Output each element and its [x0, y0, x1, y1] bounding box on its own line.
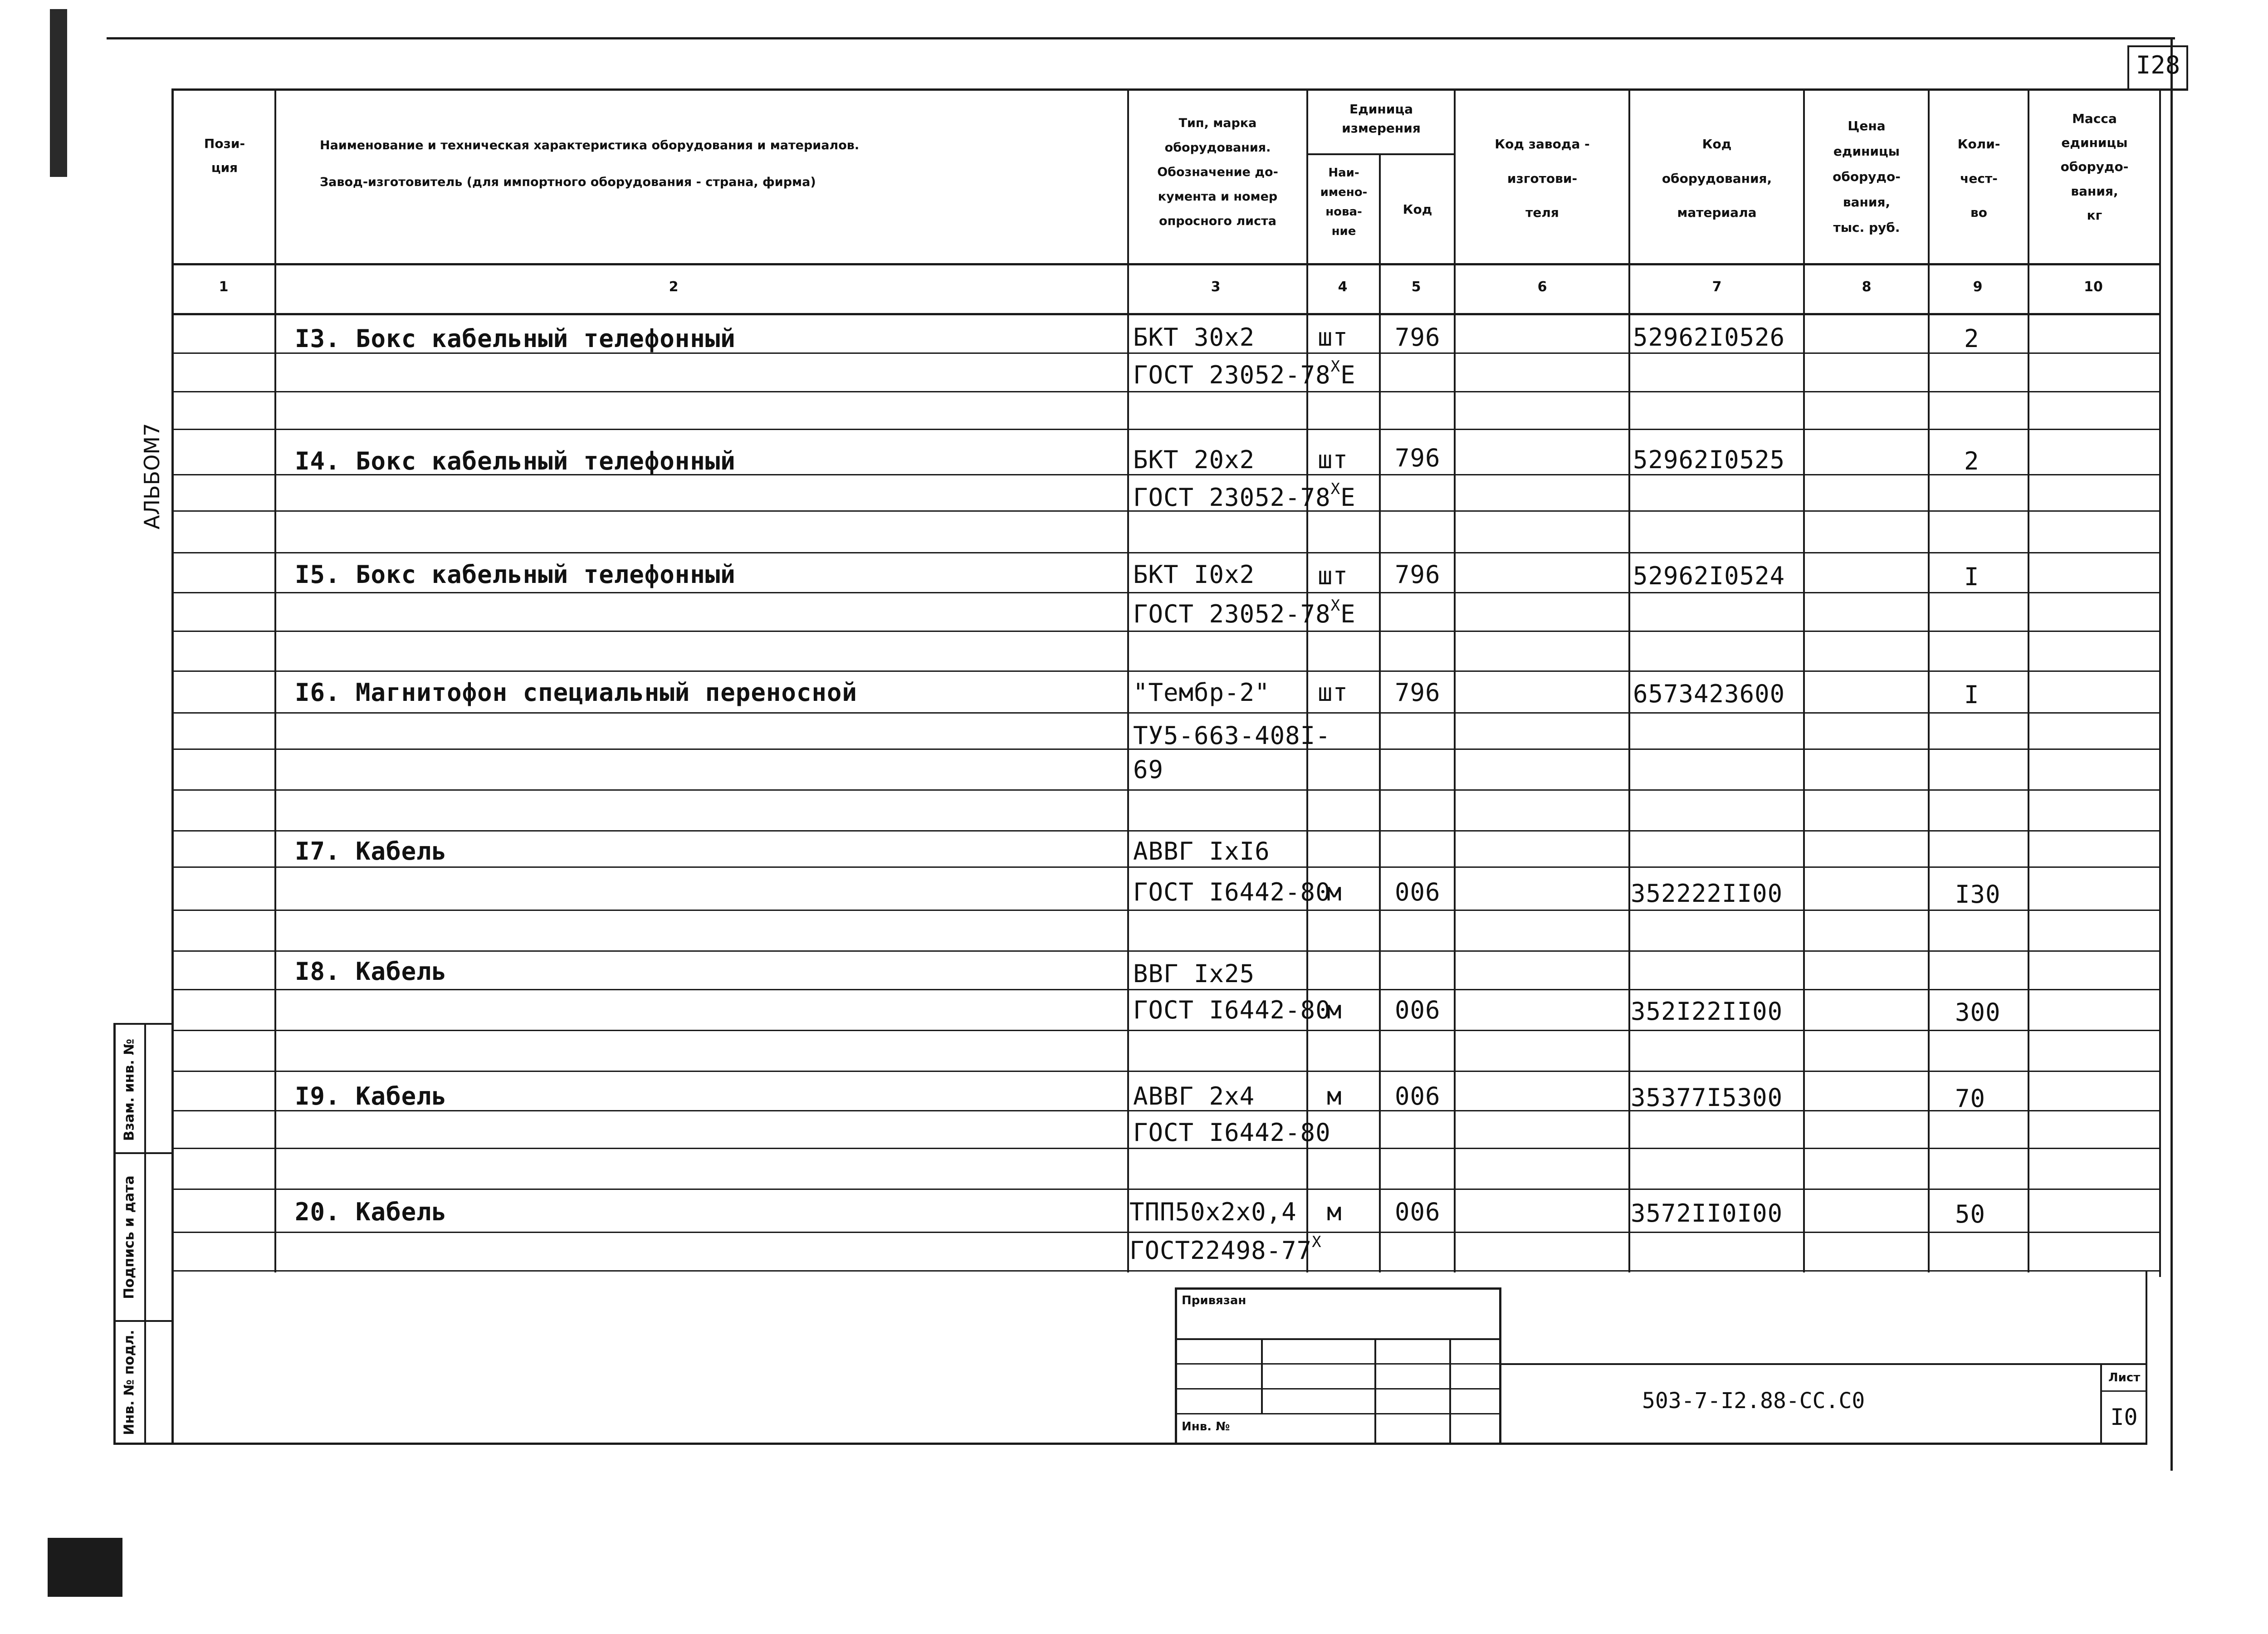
row-19-unit: м [1327, 1082, 1342, 1111]
header-name-line1: Наименование и техническая характеристика оборудования и материалов. [320, 138, 860, 152]
col-number-8: 8 [1862, 279, 1872, 295]
col-number-2: 2 [669, 279, 679, 295]
row-15-type1: БКТ I0х2 [1133, 560, 1255, 589]
header-equipment-code [1631, 127, 1803, 230]
stamp-col-1 [1261, 1338, 1263, 1413]
row-14-qty: 2 [1964, 447, 1980, 475]
row-17-type2: ГОСТ I6442-80 [1133, 878, 1331, 906]
row-19-code: 006 [1395, 1082, 1441, 1111]
row-18-unit: м [1327, 996, 1342, 1024]
row-17-code: 006 [1395, 878, 1441, 906]
row-14-type1: БКТ 20х2 [1133, 445, 1255, 474]
col-number-9: 9 [1973, 279, 1983, 295]
side-strip-div1 [113, 1152, 172, 1154]
header-unit-name-line2: имено- [1320, 185, 1368, 199]
header-mass-line5: кг [2087, 207, 2102, 223]
row-13-qty: 2 [1964, 324, 1980, 353]
header-quantity-line3: во [1970, 205, 1987, 220]
row-20-unit: м [1327, 1198, 1342, 1226]
table-right-border [2159, 88, 2161, 1277]
header-mass-line3: оборудо- [2060, 159, 2129, 175]
header-factory-code [1456, 127, 1628, 230]
row-16-type2: ТУ5-663-408I- [1133, 721, 1331, 750]
header-unit-group [1309, 100, 1454, 138]
stamp-attached-label: Привязан [1182, 1294, 1246, 1307]
row-18-type2: ГОСТ I6442-80 [1133, 996, 1331, 1024]
col-number-7: 7 [1712, 279, 1722, 295]
col-line-7 [1803, 88, 1805, 1272]
row-line [171, 552, 2160, 553]
header-unit-code: Код [1403, 202, 1432, 217]
scan-edge-mark-bottom [48, 1538, 122, 1597]
header-price-line2: единицы [1833, 144, 1900, 159]
row-20-type2-text: ГОСТ22498-77 [1129, 1236, 1312, 1265]
side-strip-left [113, 1023, 116, 1445]
side-label-signature-date: Подпись и дата [121, 1175, 137, 1299]
col-line-2 [1127, 88, 1129, 1272]
header-type-line2: оборудования. [1164, 141, 1271, 155]
doc-code: 503-7-I2.88-СС.С0 [1642, 1388, 1865, 1414]
row-14-equip-code: 52962I0525 [1633, 445, 1785, 474]
row-14-unit: шт [1318, 445, 1349, 474]
row-19-type1: АВВГ 2х4 [1133, 1082, 1255, 1111]
row-16-type1: "Тембр-2" [1133, 678, 1270, 707]
header-mass-line2: единицы [2061, 135, 2128, 151]
row-13-type1: БКТ 30х2 [1133, 323, 1255, 352]
row-line [171, 1071, 2160, 1072]
header-equipment-code-line3: материала [1677, 205, 1757, 220]
stamp-outer-right [1499, 1287, 1501, 1444]
header-name [279, 127, 1127, 201]
row-19-type2: ГОСТ I6442-80 [1133, 1118, 1331, 1147]
stamp-outer-left [1175, 1287, 1177, 1444]
row-line [171, 592, 2160, 593]
header-quantity-line2: чест- [1960, 171, 1998, 186]
col-line-5 [1454, 88, 1456, 1272]
row-13-code: 796 [1395, 323, 1441, 352]
sheet-box-mid [2100, 1390, 2146, 1392]
row-17-type1: АВВГ IхI6 [1133, 837, 1270, 866]
doc-block-top [1501, 1363, 2146, 1365]
row-14-name: I4. Бокс кабельный телефонный [295, 447, 736, 475]
row-14-type2-text: ГОСТ 23052-78 [1133, 483, 1331, 512]
row-line [171, 1189, 2160, 1190]
row-line [171, 830, 2160, 832]
row-15-name: I5. Бокс кабельный телефонный [295, 560, 736, 589]
album-label: АЛЬБОМ7 [140, 423, 164, 529]
row-20-equip-code: 3572II0I00 [1631, 1199, 1783, 1228]
row-line [171, 1270, 2160, 1272]
header-position-line1: Пози- [204, 136, 245, 151]
row-line [171, 910, 2160, 911]
row-15-type2-text: ГОСТ 23052-78 [1133, 600, 1331, 628]
header-unit-name-line1: Наи- [1328, 166, 1359, 180]
unit-group-line [1306, 153, 1454, 155]
row-13-name: I3. Бокс кабельный телефонный [295, 324, 736, 353]
stamp-outer-top [1175, 1287, 1501, 1290]
table-left-border [171, 88, 174, 1445]
row-13-type2-text: ГОСТ 23052-78 [1133, 361, 1331, 389]
row-13-equip-code: 52962I0526 [1633, 323, 1785, 352]
page-number-box-right [2186, 45, 2188, 91]
row-15-unit: шт [1318, 562, 1349, 590]
header-name-line2: Завод-изготовитель (для импортного оборудования - страна, фирма) [320, 175, 816, 189]
header-price-line5: тыс. руб. [1833, 220, 1900, 235]
header-factory-code-line3: теля [1525, 205, 1559, 220]
header-price-line3: оборудо- [1833, 169, 1901, 184]
col-line-6 [1628, 88, 1630, 1272]
row-line [171, 789, 2160, 791]
header-type-line1: Тип, марка [1178, 116, 1257, 130]
stamp-row-4 [1175, 1413, 1501, 1414]
row-15-type2 [1133, 597, 1356, 628]
row-17-name: I7. Кабель [295, 837, 447, 866]
side-strip-right [144, 1023, 146, 1445]
header-mass [2030, 107, 2159, 227]
stamp-row-3 [1175, 1388, 1501, 1389]
row-16-name: I6. Магнитофон специальный переносной [295, 678, 857, 707]
row-17-qty: I30 [1955, 880, 2001, 909]
col-line-3 [1306, 88, 1308, 1272]
header-equipment-code-line1: Код [1702, 137, 1732, 152]
col-number-6: 6 [1537, 279, 1547, 295]
col-line-8 [1928, 88, 1930, 1272]
header-unit-name-line3: нова- [1325, 205, 1362, 219]
row-line [171, 670, 2160, 672]
header-unit-group-line1: Единица [1349, 102, 1413, 117]
row-16-type3: 69 [1133, 755, 1164, 784]
col-number-4: 4 [1338, 279, 1348, 295]
row-13-unit: шт [1318, 323, 1349, 352]
header-factory-code-line1: Код завода - [1495, 137, 1590, 152]
row-15-type2-sup: X [1330, 597, 1341, 615]
row-15-qty: I [1964, 563, 1980, 591]
side-label-inv-original: Инв. № подл. [121, 1330, 137, 1435]
stamp-col-3 [1449, 1338, 1451, 1444]
right-frame-line [2170, 37, 2173, 1471]
row-16-unit: шт [1318, 678, 1349, 707]
row-20-type2 [1129, 1233, 1322, 1265]
header-type-line5: опросного листа [1159, 214, 1276, 228]
row-20-code: 006 [1395, 1198, 1441, 1226]
sheet-label: Лист [2108, 1371, 2141, 1384]
col-number-1: 1 [219, 279, 229, 295]
row-18-equip-code: 352I22II00 [1631, 997, 1783, 1026]
header-factory-code-line2: изготови- [1507, 171, 1578, 186]
side-strip-div2 [113, 1320, 172, 1322]
row-line [171, 866, 2160, 868]
page-number-box-top [2127, 45, 2186, 47]
row-16-code: 796 [1395, 678, 1441, 707]
row-13-type2-tail: Е [1340, 361, 1356, 389]
row-16-qty: I [1964, 680, 1980, 709]
column-number-bottom-line [171, 313, 2160, 315]
col-line-1 [274, 88, 276, 1272]
row-14-type2 [1133, 480, 1356, 512]
header-position-line2: ция [211, 160, 238, 176]
row-20-type1: ТПП50х2х0,4 [1129, 1198, 1297, 1226]
row-20-type2-sup: X [1312, 1233, 1322, 1251]
col-line-9 [2028, 88, 2029, 1272]
col-number-3: 3 [1211, 279, 1221, 295]
row-19-equip-code: 35377I5300 [1631, 1083, 1783, 1112]
header-position [175, 132, 274, 180]
side-label-replace-inv: Взам. инв. № [121, 1038, 137, 1141]
header-quantity-line1: Коли- [1957, 137, 2000, 152]
row-18-code: 006 [1395, 996, 1441, 1024]
header-price-line1: Цена [1848, 118, 1886, 133]
row-line [171, 1232, 2160, 1233]
row-14-type2-tail: Е [1340, 483, 1356, 512]
row-line [171, 1148, 2160, 1149]
header-type-line4: кумента и номер [1158, 190, 1278, 204]
row-line [171, 989, 2160, 990]
row-20-qty: 50 [1955, 1200, 1986, 1228]
stamp-inv-label: Инв. № [1182, 1420, 1230, 1433]
header-mass-line1: Масса [2072, 111, 2117, 126]
page-number: I28 [2136, 51, 2180, 79]
table-top-border [171, 88, 2188, 91]
row-line [171, 950, 2160, 952]
row-18-type1: ВВГ Iх25 [1133, 959, 1255, 988]
sheet-box-left [2100, 1363, 2102, 1444]
row-15-equip-code: 52962I0524 [1633, 562, 1785, 590]
row-14-type2-sup: X [1330, 480, 1341, 498]
row-13-type2-sup: X [1330, 357, 1341, 376]
row-15-type2-tail: Е [1340, 600, 1356, 628]
row-line [171, 712, 2160, 714]
header-type [1130, 111, 1305, 234]
col-number-5: 5 [1411, 279, 1421, 295]
row-line [171, 429, 2160, 430]
header-price-line4: вания, [1843, 195, 1891, 210]
row-line [171, 391, 2160, 392]
row-line [171, 1030, 2160, 1031]
row-14-code: 796 [1395, 444, 1441, 472]
row-13-type2 [1133, 357, 1356, 389]
stamp-row-1 [1175, 1338, 1501, 1340]
header-type-line3: Обозначение до- [1157, 165, 1278, 179]
header-mass-line4: вания, [2071, 183, 2118, 199]
row-20-name: 20. Кабель [295, 1198, 447, 1226]
header-equipment-code-line2: оборудования, [1662, 171, 1772, 186]
scan-edge-mark-top [50, 9, 67, 177]
frame-right-lower [2146, 1270, 2147, 1445]
row-15-code: 796 [1395, 560, 1441, 589]
header-bottom-line [171, 263, 2160, 265]
stamp-row-2 [1175, 1363, 1501, 1365]
row-18-name: I8. Кабель [295, 957, 447, 986]
table-bottom-border [116, 1443, 2146, 1445]
sheet-number: I0 [2110, 1404, 2138, 1430]
row-16-equip-code: 6573423600 [1633, 680, 1785, 708]
row-18-qty: 300 [1955, 998, 2001, 1027]
header-quantity [1930, 127, 2028, 230]
header-price [1805, 113, 1928, 240]
row-line [171, 631, 2160, 632]
header-unit-name [1309, 163, 1379, 241]
col-number-10: 10 [2084, 279, 2103, 295]
header-unit-group-line2: измерения [1342, 121, 1421, 136]
stamp-col-2 [1374, 1338, 1376, 1444]
row-17-equip-code: 352222II00 [1631, 879, 1783, 908]
page-number-box-left [2127, 45, 2129, 91]
side-strip-top [113, 1023, 172, 1025]
top-frame-line [107, 37, 2175, 39]
row-19-qty: 70 [1955, 1084, 1986, 1113]
row-19-name: I9. Кабель [295, 1082, 447, 1111]
row-17-unit: м [1327, 878, 1342, 906]
header-unit-name-line4: ние [1331, 224, 1356, 238]
